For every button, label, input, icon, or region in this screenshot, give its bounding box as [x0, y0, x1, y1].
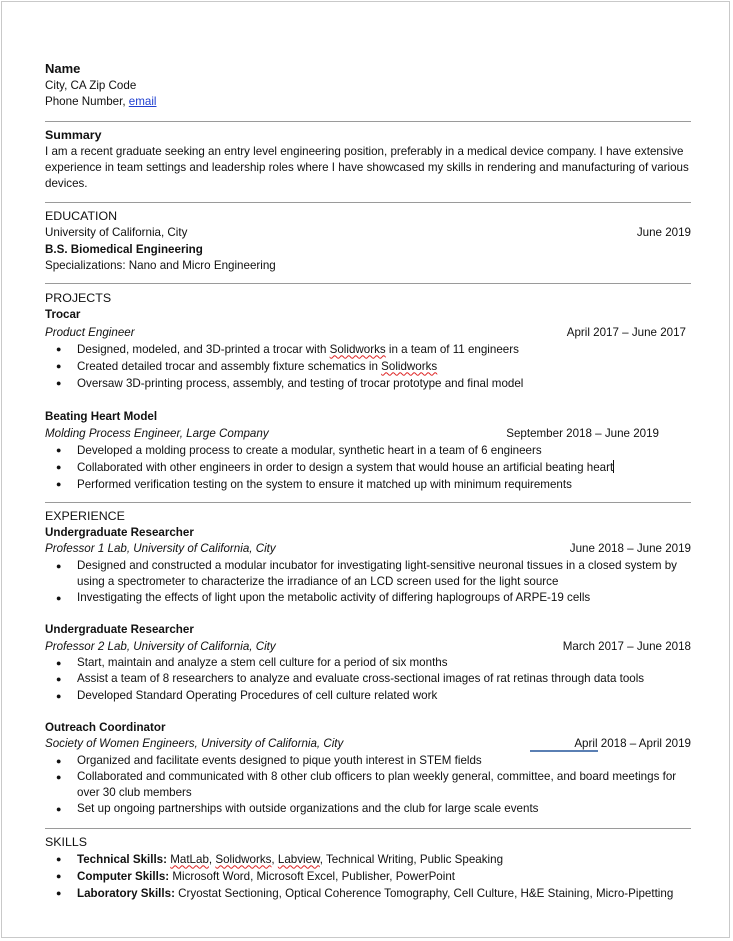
skill-solidworks: Solidworks [215, 852, 272, 866]
project-role-row [45, 425, 691, 442]
project-role-row [45, 324, 691, 341]
skill-rest: , Technical Writing, Public Speaking [319, 852, 504, 866]
job-org-row [45, 541, 691, 557]
date-start: April [530, 737, 597, 752]
list-item: ● Performed verification testing on the system to ensure it matched up with minimum requirements [45, 476, 691, 493]
project-role: Molding Process Engineer, Large Company [45, 426, 269, 440]
education-row [45, 225, 691, 241]
list-item: ● Designed, modeled, and 3D-printed a trocar with Solidworks in a team of 11 engineers [45, 341, 691, 358]
skill-values: Microsoft Word, Microsoft Excel, Publisher, PowerPoint [169, 869, 455, 883]
list-item: ● Set up ongoing partnerships with outside organizations and the club for large scale events [45, 801, 691, 817]
list-item [45, 885, 691, 902]
skill-labview: Labview [277, 852, 320, 866]
list-item: ● Collaborated and communicated with 8 other club officers to plan weekly general, committee, and board meetings for over 30 club members [45, 769, 691, 802]
list-item [45, 868, 691, 885]
skill-values: Cryostat Sectioning, Optical Coherence Tomography, Cell Culture, H&E Staining, Micro-Pipetting [174, 886, 674, 900]
project-date: April 2017 – June 2017 [566, 325, 686, 339]
list-item: ● Developed a molding process to create a modular, synthetic heart in a team of 6 engineers [45, 442, 691, 459]
job-date [530, 736, 691, 752]
divider [45, 502, 691, 503]
text-cursor [613, 460, 614, 473]
divider [45, 828, 691, 829]
separator: , [208, 852, 216, 866]
job-title: Undergraduate Researcher [45, 525, 194, 539]
skill-label: Technical Skills: [77, 852, 167, 866]
list-item: ● Assist a team of 8 researchers to analyze and evaluate cross-sectional images of rat retinas through data tools [45, 671, 691, 687]
job-date: March 2017 – June 2018 [562, 639, 691, 653]
job-title: Undergraduate Researcher [45, 623, 194, 637]
project-name: Trocar [45, 308, 81, 322]
education-title: EDUCATION [45, 209, 118, 224]
list-item: ● Investigating the effects of light upon the metabolic activity of differing haplogroups of ARPE-19 cells [45, 590, 691, 606]
job-org-row [45, 639, 691, 655]
projects-title: PROJECTS [45, 291, 112, 306]
skills-list [45, 851, 691, 902]
job-org: Professor 2 Lab, University of California, City [45, 639, 276, 653]
experience-title: EXPERIENCE [45, 508, 125, 523]
degree: B.S. Biomedical Engineering [45, 242, 203, 256]
email-link[interactable]: email [128, 95, 157, 109]
job-org: Professor 1 Lab, University of California, City [45, 542, 276, 556]
phone-label: Phone Number, [45, 95, 129, 109]
contact-line [45, 94, 691, 110]
job-bullets [45, 655, 691, 704]
project-bullets [45, 442, 691, 493]
list-item: ● Created detailed trocar and assembly fixture schematics in Solidworks [45, 358, 691, 375]
skill-label: Laboratory Skills: [77, 886, 175, 900]
list-item: ● Start, maintain and analyze a stem cell culture for a period of six months [45, 655, 691, 671]
applicant-name: Name [45, 61, 81, 76]
list-item: ● Developed Standard Operating Procedures of cell culture related work [45, 688, 691, 704]
project-role: Product Engineer [45, 325, 135, 339]
list-item [45, 459, 691, 476]
list-item: ● Oversaw 3D-printing process, assembly, and testing of trocar prototype and final model [45, 375, 691, 392]
project-bullets [45, 341, 691, 392]
skill-matlab: MatLab [170, 852, 209, 866]
divider [45, 283, 691, 284]
job-date: June 2018 – June 2019 [569, 542, 691, 556]
job-bullets [45, 558, 691, 607]
job-org: Society of Women Engineers, University of California, City [45, 737, 344, 751]
separator: , [271, 852, 278, 866]
skills-title: SKILLS [45, 834, 88, 849]
list-item: ● Organized and facilitate events designed to pique youth interest in STEM fields [45, 753, 691, 769]
project-name: Beating Heart Model [45, 409, 158, 423]
job-org-row [45, 736, 691, 752]
project-date: September 2018 – June 2019 [506, 426, 659, 440]
divider [45, 202, 691, 203]
summary-title: Summary [45, 127, 102, 142]
resume-page [1, 1, 730, 938]
summary-text: I am a recent graduate seeking an entry level engineering position, preferably in a medical device company. I have extensive experience in team settings and leadership roles where I have showcased my skills in rendering and manufacturing of various devices. [45, 144, 689, 191]
date-range: 2018 – April 2019 [597, 737, 691, 751]
resume-content [45, 60, 691, 902]
divider [45, 121, 691, 122]
job-title: Outreach Coordinator [45, 720, 166, 734]
school-name: University of California, City [45, 226, 188, 240]
list-item [45, 851, 691, 868]
specializations: Specializations: Nano and Micro Engineering [45, 259, 276, 273]
bullet-text: Collaborated with other engineers in order to design a system that would house an artificial beating heart [77, 460, 614, 474]
job-bullets [45, 753, 691, 818]
list-item: ● Designed and constructed a modular incubator for investigating light-sensitive neuronal tissues in a closed system by using a spectrometer to characterize the irradiance of an LCD screen used for the light source [45, 558, 691, 591]
city-line: City, CA Zip Code [45, 79, 137, 92]
education-date: June 2019 [636, 226, 691, 240]
skill-label: Computer Skills: [77, 869, 170, 883]
